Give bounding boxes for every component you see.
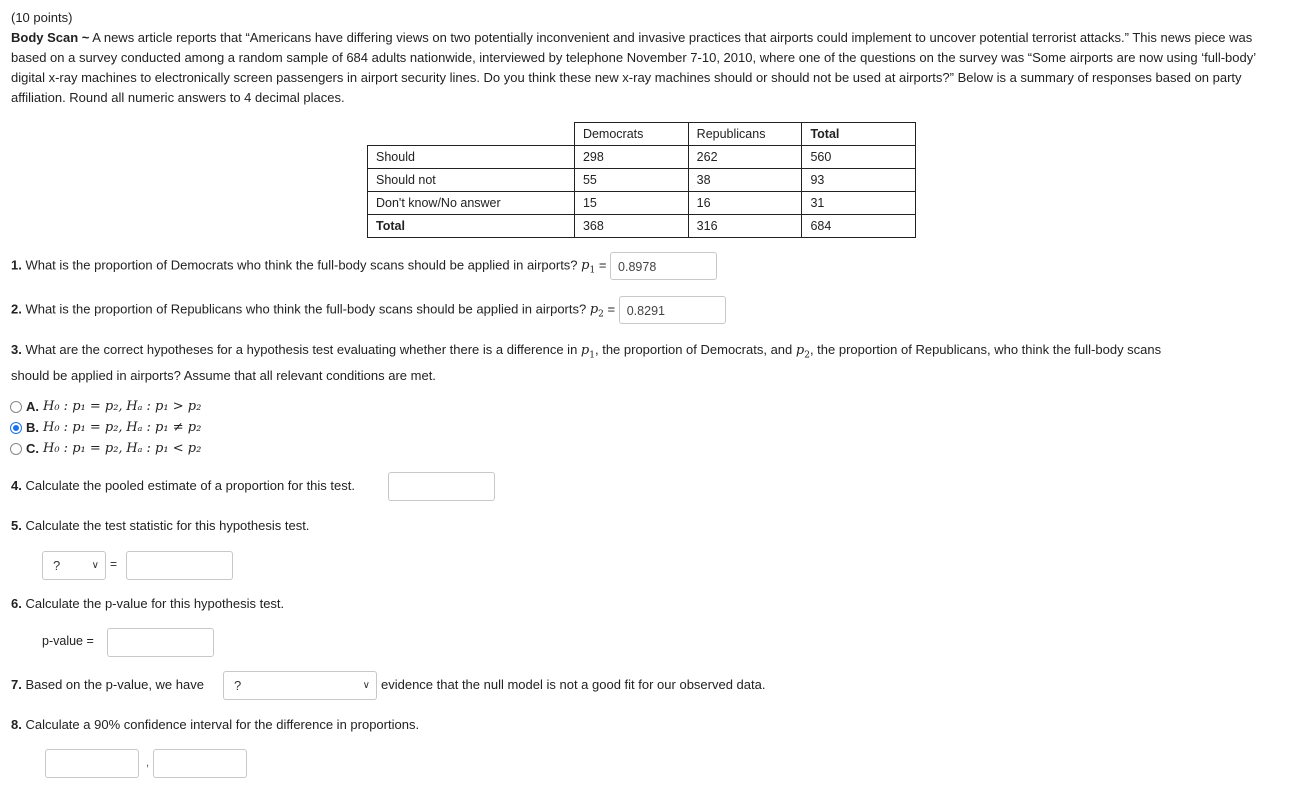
column-header-democrats: Democrats <box>574 123 688 146</box>
null-hypothesis: H₀ : p₁ = p₂, <box>43 399 123 414</box>
p-value-label: p-value = <box>42 634 94 648</box>
chevron-down-icon: ∨ <box>362 680 370 691</box>
question-text: evidence that the null model is not a good fit for our observed data. <box>381 677 766 692</box>
problem-description: A news article reports that “Americans have differing views on two potentially inconvenient and invasive practices that airports could implement to uncover potential terrorist attacks.” This news piece was based on a survey conducted among a random sample of 684 adults nationwide, interviewed by telephone November 7-10, 2010, where one of the questions on the survey was “Some airports are now using ‘full-body’ digital x-ray machines to electronically screen passengers in airport security lines. Do you think these new x-ray machines should or should not be used at airports?” Below is a summary of responses based on party affiliation. Round all numeric answers to 4 decimal places. <box>11 30 1256 105</box>
equals-sign: = <box>110 557 118 571</box>
option-a[interactable] <box>10 397 201 417</box>
question-8 <box>11 715 419 735</box>
answer-field-p2[interactable]: 0.8291 <box>619 296 726 324</box>
test-statistic-select[interactable] <box>42 551 106 580</box>
cell-democrats: 298 <box>574 146 688 169</box>
problem-intro <box>11 8 1286 108</box>
cell-total: 560 <box>802 146 916 169</box>
answer-field-p1[interactable]: 0.8978 <box>610 252 717 280</box>
ci-separator: , <box>146 757 150 769</box>
select-value: ? <box>234 678 242 693</box>
row-label: Should <box>368 146 575 169</box>
cell-republicans: 38 <box>688 169 802 192</box>
null-hypothesis: H₀ : p₁ = p₂, <box>43 420 123 435</box>
test-statistic-input[interactable] <box>126 551 233 580</box>
cell-republicans: 316 <box>688 215 802 238</box>
column-header-total: Total <box>802 123 916 146</box>
question-7 <box>11 675 204 695</box>
option-letter: B. <box>26 420 39 435</box>
question-text: What is the proportion of Republicans who think the full-body scans should be applied in airports? <box>21 301 590 317</box>
question-1 <box>11 252 717 281</box>
question-3 <box>11 340 1286 386</box>
question-6 <box>11 594 284 614</box>
p-value-input[interactable] <box>107 628 214 657</box>
table-header-row <box>368 123 916 146</box>
cell-republicans: 16 <box>688 192 802 215</box>
variable-p1: $p_1$ <box>580 343 595 361</box>
question-text: , the proportion of Republicans, who think the full-body scans <box>809 342 1162 357</box>
variable-p2: $p_2$ <box>795 343 810 361</box>
option-c[interactable] <box>10 439 201 459</box>
row-label: Don't know/No answer <box>368 192 575 215</box>
cell-democrats: 15 <box>574 192 688 215</box>
alternative-hypothesis: Hₐ : p₁ ≠ p₂ <box>126 420 202 435</box>
question-5 <box>11 516 309 536</box>
variable-p1: $p_1$ <box>581 258 596 277</box>
alternative-hypothesis: Hₐ : p₁ > p₂ <box>126 399 202 414</box>
table-row <box>368 215 916 238</box>
question-text: Calculate the p-value for this hypothesis test. <box>21 596 285 611</box>
question-text: Calculate a 90% confidence interval for the difference in proportions. <box>21 717 420 732</box>
question-text: What are the correct hypotheses for a hypothesis test evaluating whether there is a difference in <box>21 342 581 357</box>
alternative-hypothesis: Hₐ : p₁ < p₂ <box>126 441 202 456</box>
row-label-total: Total <box>368 215 575 238</box>
question-text: should be applied in airports? Assume that all relevant conditions are met. <box>11 367 436 383</box>
ci-upper-input[interactable] <box>153 749 247 778</box>
equals-sign: = <box>603 301 619 317</box>
cell-total: 31 <box>802 192 916 215</box>
variable-p2: $p_2$ <box>589 302 604 321</box>
question-2 <box>11 296 726 325</box>
question-number: 3. <box>11 342 22 357</box>
question-text: Calculate the test statistic for this hypothesis test. <box>21 518 310 533</box>
question-number: 5. <box>11 518 22 533</box>
question-text: What is the proportion of Democrats who think the full-body scans should be applied in airports? <box>21 257 582 273</box>
question-number: 6. <box>11 596 22 611</box>
cell-total: 684 <box>802 215 916 238</box>
option-b[interactable] <box>10 418 201 438</box>
evidence-select[interactable] <box>223 671 377 700</box>
question-number: 7. <box>11 677 22 692</box>
question-text: Calculate the pooled estimate of a proportion for this test. <box>21 478 355 493</box>
radio-button-selected[interactable] <box>10 422 22 434</box>
cell-republicans: 262 <box>688 146 802 169</box>
question-number: 2. <box>11 301 22 317</box>
option-letter: C. <box>26 441 39 456</box>
points-label: (10 points) <box>11 10 73 25</box>
cell-total: 93 <box>802 169 916 192</box>
select-value: ? <box>53 558 61 573</box>
table-row <box>368 169 916 192</box>
table-row <box>368 192 916 215</box>
row-label: Should not <box>368 169 575 192</box>
null-hypothesis: H₀ : p₁ = p₂, <box>43 441 123 456</box>
table-row <box>368 146 916 169</box>
question-text: Based on the p-value, we have <box>21 677 204 692</box>
table-corner-cell <box>368 123 575 146</box>
ci-lower-input[interactable] <box>45 749 139 778</box>
question-number: 1. <box>11 257 22 273</box>
radio-button[interactable] <box>10 401 22 413</box>
chevron-down-icon: ∨ <box>91 560 99 571</box>
problem-title: Body Scan ~ <box>11 30 90 45</box>
question-number: 4. <box>11 478 22 493</box>
summary-table <box>367 122 916 238</box>
option-letter: A. <box>26 399 39 414</box>
radio-button[interactable] <box>10 443 22 455</box>
pooled-estimate-input[interactable] <box>388 472 495 501</box>
equals-sign: = <box>595 257 611 273</box>
cell-democrats: 368 <box>574 215 688 238</box>
question-4 <box>11 476 355 496</box>
question-text: , the proportion of Democrats, and <box>594 342 796 357</box>
cell-democrats: 55 <box>574 169 688 192</box>
column-header-republicans: Republicans <box>688 123 802 146</box>
question-number: 8. <box>11 717 22 732</box>
